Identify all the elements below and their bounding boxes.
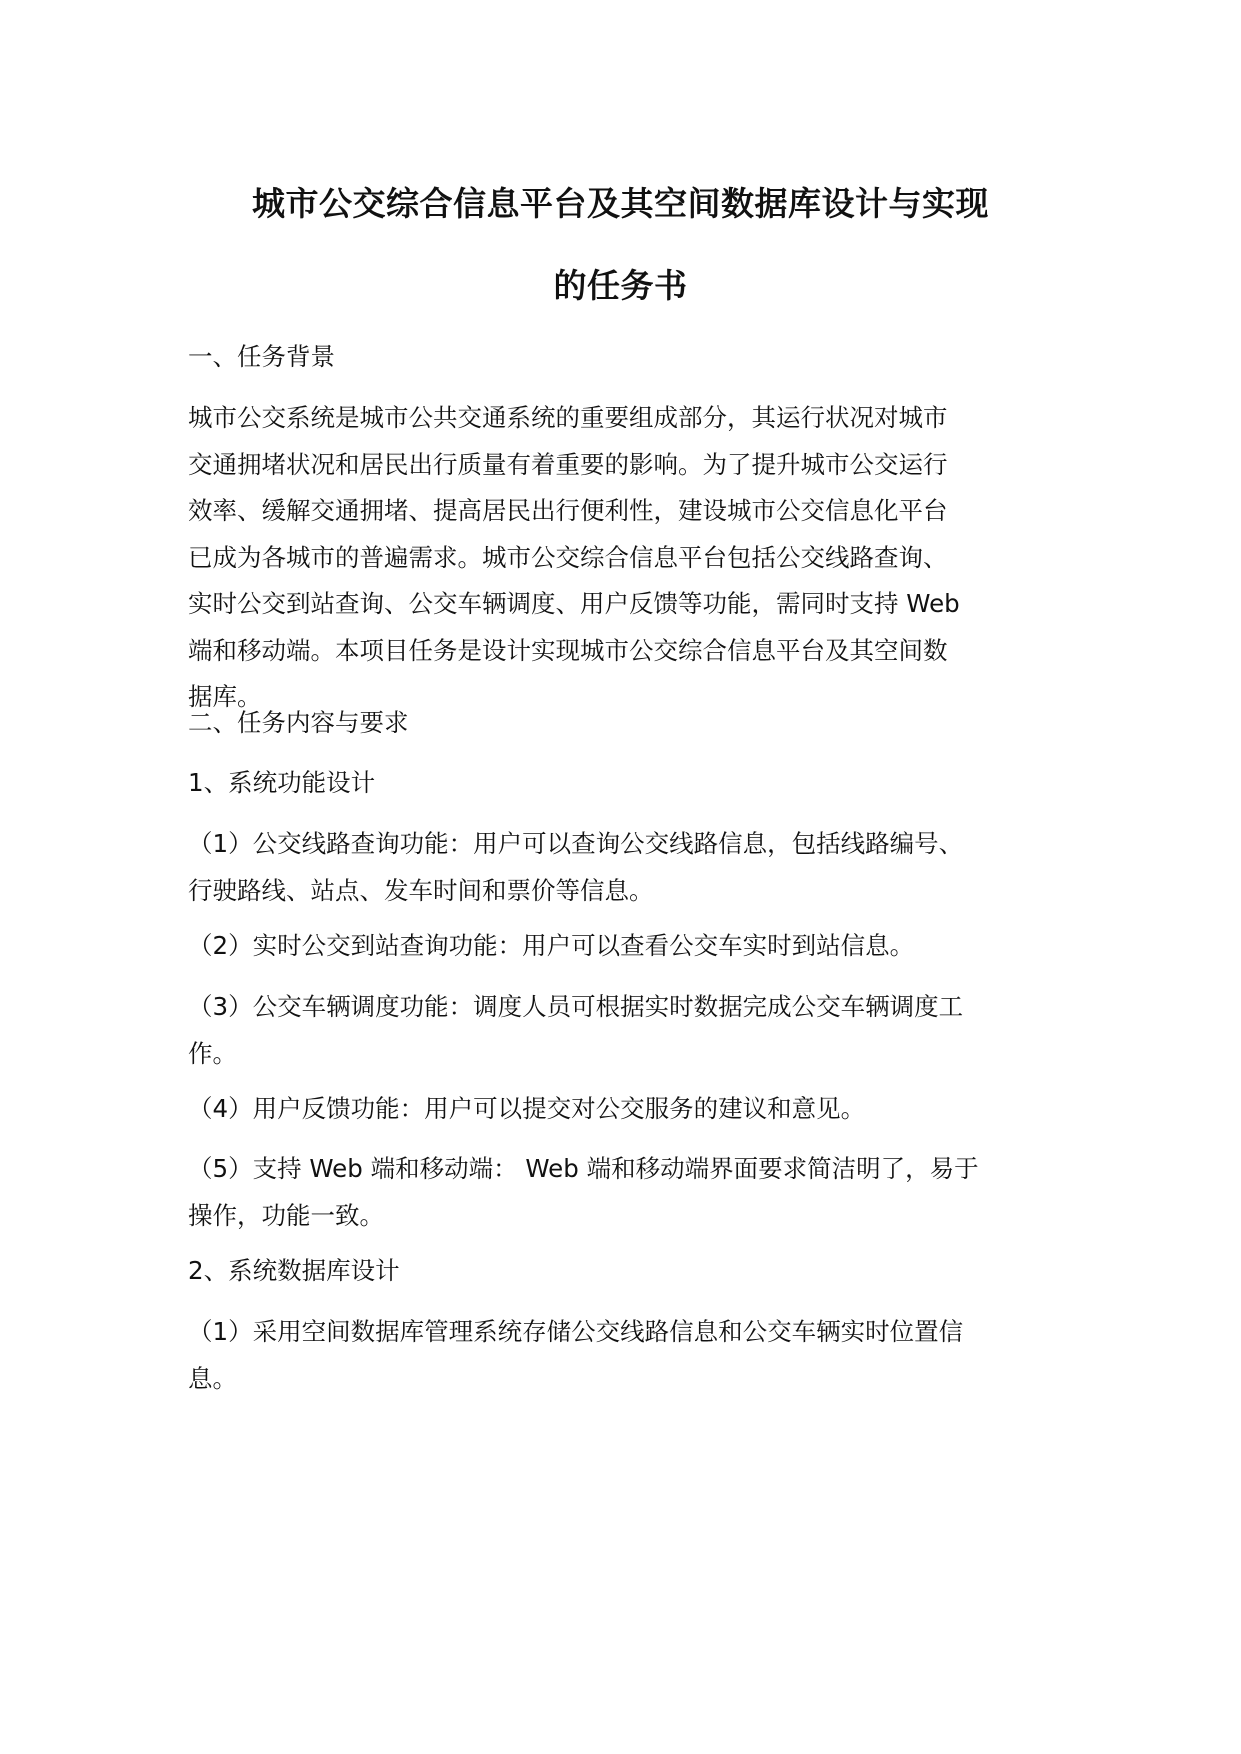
database-item-1 — [188, 1309, 1048, 1402]
background-paragraph — [188, 395, 1048, 721]
function-item-5 — [188, 1146, 1048, 1239]
item-line: 作。 — [188, 1038, 237, 1068]
paragraph-line: 已成为各城市的普遍需求。城市公交综合信息平台包括公交线路查询、 — [188, 542, 948, 572]
function-item-2 — [188, 923, 1048, 970]
item-line: （3）公交车辆调度功能：调度人员可根据实时数据完成公交车辆调度工 — [188, 992, 964, 1021]
document-title-line-2: 的任务书 — [553, 266, 688, 305]
item-line: （1）采用空间数据库管理系统存储公交线路信息和公交车辆实时位置信 — [188, 1317, 964, 1346]
paragraph-line: 城市公交系统是城市公共交通系统的重要组成部分，其运行状况对城市 — [188, 403, 948, 432]
item-line: 息。 — [188, 1363, 237, 1393]
paragraph-line: 效率、缓解交通拥堵、提高居民出行便利性，建设城市公交信息化平台 — [188, 496, 948, 525]
document-title-line-1: 城市公交综合信息平台及其空间数据库设计与实现 — [252, 184, 989, 223]
item-line: （4）用户反馈功能：用户可以提交对公交服务的建议和意见。 — [188, 1094, 866, 1123]
paragraph-line: 交通拥堵状况和居民出行质量有着重要的影响。为了提升城市公交运行 — [188, 449, 948, 479]
function-item-1 — [188, 821, 1048, 914]
section-heading-background: 一、任务背景 — [188, 342, 335, 371]
paragraph-line: 据库。 — [188, 682, 262, 711]
paragraph-line: 端和移动端。本项目任务是设计实现城市公交综合信息平台及其空间数 — [188, 635, 948, 665]
item-line: （1）公交线路查询功能：用户可以查询公交线路信息，包括线路编号、 — [188, 829, 964, 858]
item-line: （5）支持 Web 端和移动端： Web 端和移动端界面要求简洁明了，易于 — [188, 1154, 979, 1183]
item-line: （2）实时公交到站查询功能：用户可以查看公交车实时到站信息。 — [188, 931, 915, 960]
item-line: 行驶路线、站点、发车时间和票价等信息。 — [188, 875, 654, 905]
function-item-3 — [188, 984, 1048, 1077]
function-item-4 — [188, 1086, 1048, 1133]
item-line: 操作，功能一致。 — [188, 1200, 384, 1230]
paragraph-line: 实时公交到站查询、公交车辆调度、用户反馈等功能，需同时支持 Web — [188, 589, 960, 618]
section-heading-content-requirements: 二、任务内容与要求 — [188, 708, 409, 737]
subsection-heading-database-design: 2、系统数据库设计 — [188, 1256, 400, 1285]
subsection-heading-function-design: 1、系统功能设计 — [188, 768, 376, 797]
